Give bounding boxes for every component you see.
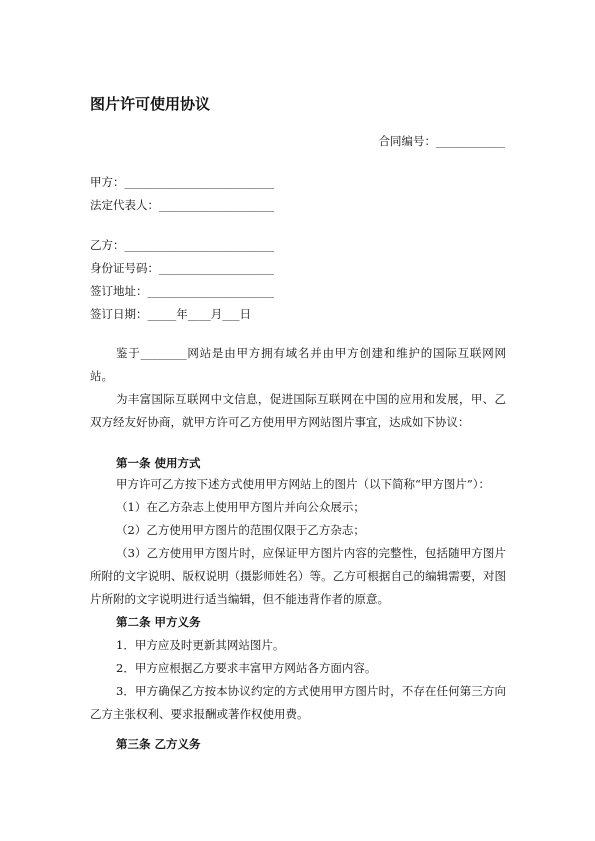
signing-date-field: 签订日期：_____年____月___日	[90, 307, 251, 321]
contract-number: 合同编号：____________	[378, 134, 505, 148]
article-paragraph: （1）在乙方杂志上使用甲方图片并向公众展示；	[116, 500, 365, 514]
preamble-paragraph: 鉴于________网站是由甲方拥有域名并由甲方创建和维护的国际互联网网站。	[90, 346, 506, 383]
party-a-field: 甲方：__________________________	[90, 175, 274, 189]
article-heading: 第三条 乙方义务	[116, 737, 201, 751]
party-b-field: 乙方：__________________________	[90, 238, 274, 252]
article-heading: 第二条 甲方义务	[116, 615, 201, 629]
article-heading: 第一条 使用方式	[116, 456, 201, 470]
id-number-field: 身份证号码：____________________	[90, 261, 274, 275]
article-paragraph: 3．甲方确保乙方按本协议约定的方式使用甲方图片时，不存在任何第三方向乙方主张权利、要求报酬或著作权使用费。	[90, 684, 506, 721]
preamble-paragraph: 为丰富国际互联网中文信息，促进国际互联网在中国的应用和发展，甲、乙双方经友好协商，就甲方许可乙方使用甲方网站图片事宜，达成如下协议：	[90, 392, 506, 429]
article-paragraph: （3）乙方使用甲方图片时，应保证甲方图片内容的完整性，包括随甲方图片所附的文字说明、版权说明（摄影师姓名）等。乙方可根据自己的编辑需要，对图片所附的文字说明进行适当编辑，但不能违背作者的原意。	[90, 546, 506, 606]
article-paragraph: 2．甲方应根据乙方要求丰富甲方网站各方面内容。	[116, 661, 377, 675]
article-paragraph: 1．甲方应及时更新其网站图片。	[116, 638, 285, 652]
legal-representative-field: 法定代表人：____________________	[90, 198, 274, 212]
article-paragraph: （2）乙方使用甲方图片的范围仅限于乙方杂志；	[116, 523, 365, 537]
signing-address-field: 签订地址：______________________	[90, 284, 274, 298]
document-title: 图片许可使用协议	[90, 95, 211, 113]
article-paragraph: 甲方许可乙方按下述方式使用甲方网站上的图片（以下简称“甲方图片”）：	[116, 477, 491, 491]
